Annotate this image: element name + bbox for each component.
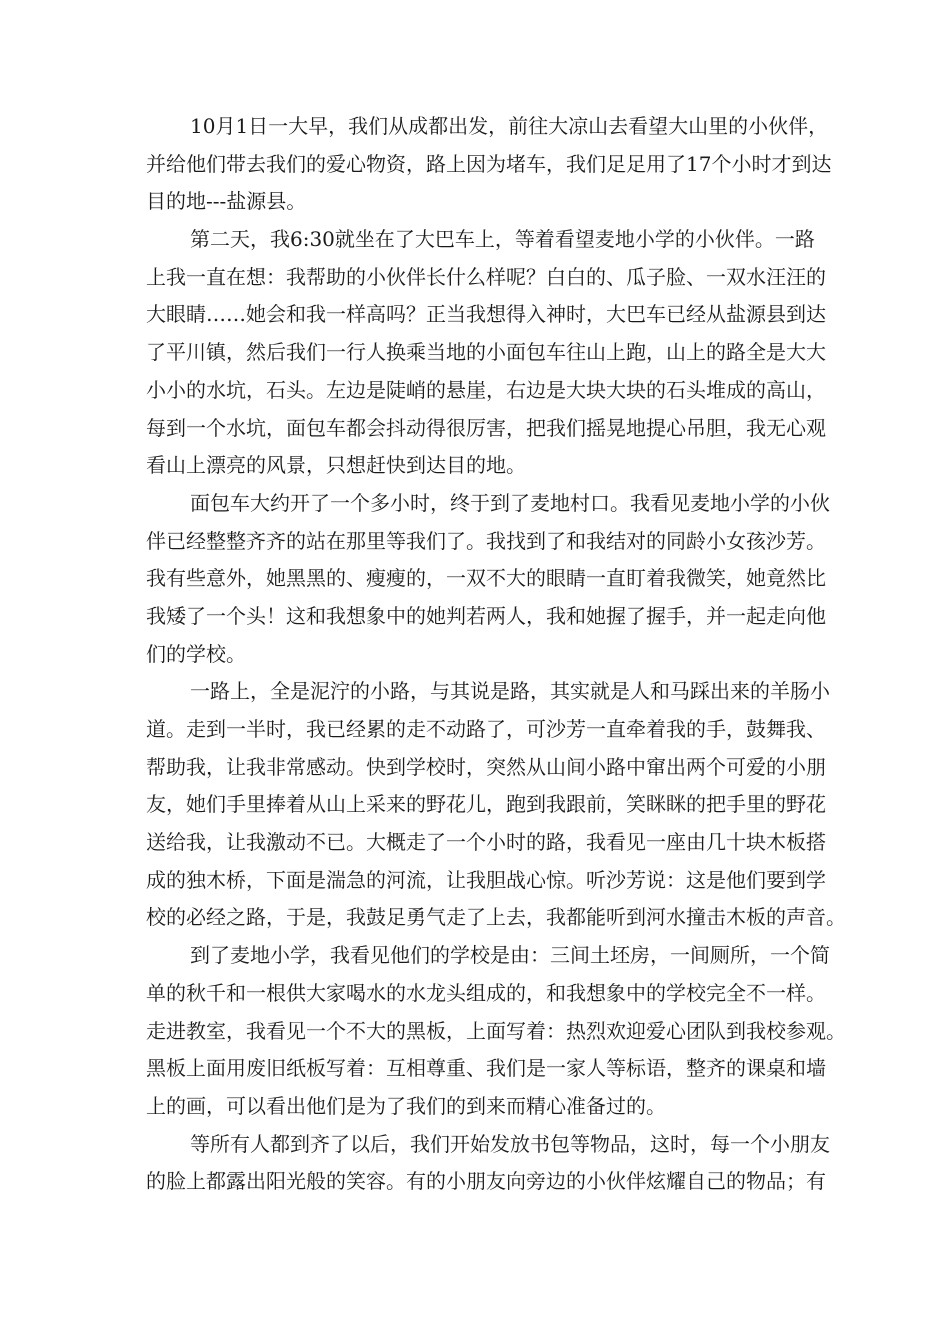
text-line: 第二天，我6:30就坐在了大巴车上，等着看望麦地小学的小伙伴。一路 — [190, 227, 815, 252]
text-line: 送给我，让我激动不已。大概走了一个小时的路，我看见一座由几十块木板搭 — [146, 830, 826, 855]
text-line: 伴已经整整齐齐的站在那里等我们了。我找到了和我结对的同龄小女孩沙芳。 — [146, 528, 826, 553]
text-line: 的脸上都露出阳光般的笑容。有的小朋友向旁边的小伙伴炫耀自己的物品；有 — [146, 1169, 826, 1194]
text-line: 校的必经之路，于是，我鼓足勇气走了上去，我都能听到河水撞击木板的声音。 — [146, 905, 846, 930]
text-line: 友，她们手里捧着从山上采来的野花儿，跑到我跟前，笑眯眯的把手里的野花 — [146, 792, 826, 817]
text-line: 看山上漂亮的风景，只想赶快到达目的地。 — [146, 453, 526, 478]
text-line: 大眼睛……她会和我一样高吗？正当我想得入神时，大巴车已经从盐源县到达 — [146, 302, 826, 327]
text-line: 等所有人都到齐了以后，我们开始发放书包等物品，这时，每一个小朋友 — [190, 1131, 830, 1156]
text-line: 帮助我，让我非常感动。快到学校时，突然从山间小路中窜出两个可爱的小朋 — [146, 754, 826, 779]
document-body — [146, 108, 846, 1201]
text-line: 小小的水坑，石头。左边是陡峭的悬崖，右边是大块大块的石头堆成的高山， — [146, 377, 826, 402]
text-line: 走进教室，我看见一个不大的黑板，上面写着：热烈欢迎爱心团队到我校参观。 — [146, 1018, 846, 1043]
text-line: 一路上，全是泥泞的小路，与其说是路，其实就是人和马踩出来的羊肠小 — [190, 679, 830, 704]
text-line: 们的学校。 — [146, 641, 246, 666]
text-line: 10月1日一大早，我们从成都出发，前往大凉山去看望大山里的小伙伴， — [190, 114, 829, 138]
text-line: 单的秋千和一根供大家喝水的水龙头组成的，和我想象中的学校完全不一样。 — [146, 980, 826, 1005]
text-line: 每到一个水坑，面包车都会抖动得很厉害，把我们摇晃地提心吊胆，我无心观 — [146, 415, 826, 440]
text-line: 了平川镇，然后我们一行人换乘当地的小面包车往山上跑，山上的路全是大大 — [146, 340, 826, 365]
text-line: 上我一直在想：我帮助的小伙伴长什么样呢？白白的、瓜子脸、一双水汪汪的 — [146, 264, 826, 289]
text-line: 我矮了一个头！这和我想象中的她判若两人，我和她握了握手，并一起走向他 — [146, 603, 826, 628]
text-line: 成的独木桥，下面是湍急的河流，让我胆战心惊。听沙芳说：这是他们要到学 — [146, 867, 826, 892]
text-line: 并给他们带去我们的爱心物资，路上因为堵车，我们足足用了17个小时才到达 — [146, 151, 832, 176]
text-line: 我有些意外，她黑黑的、瘦瘦的，一双不大的眼睛一直盯着我微笑，她竟然比 — [146, 566, 826, 591]
text-line: 黑板上面用废旧纸板写着：互相尊重、我们是一家人等标语，整齐的课桌和墙 — [146, 1056, 826, 1081]
text-line: 到了麦地小学，我看见他们的学校是由：三间土坯房，一间厕所，一个简 — [190, 943, 830, 968]
text-line: 面包车大约开了一个多小时，终于到了麦地村口。我看见麦地小学的小伙 — [190, 490, 830, 515]
text-line: 上的画，可以看出他们是为了我们的到来而精心准备过的。 — [146, 1093, 666, 1118]
text-line: 道。走到一半时，我已经累的走不动路了，可沙芳一直牵着我的手，鼓舞我、 — [146, 717, 826, 741]
text-line: 目的地---盐源县。 — [146, 189, 307, 214]
